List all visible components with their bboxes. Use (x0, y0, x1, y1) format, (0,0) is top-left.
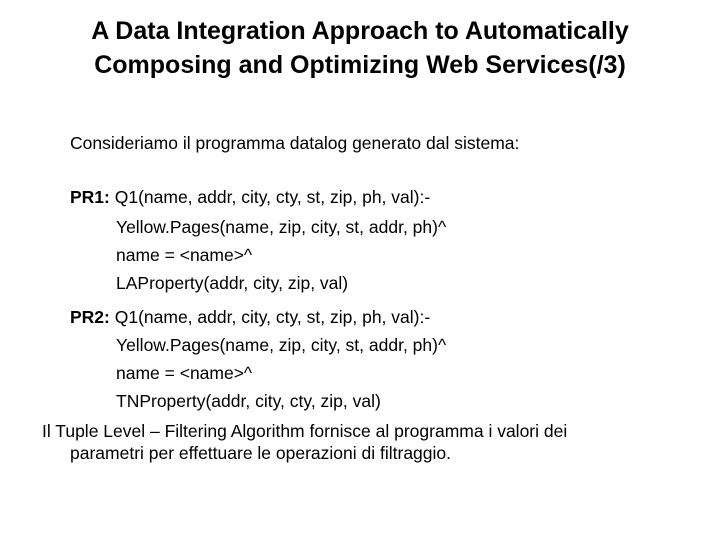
rule-pr1-body-line: Yellow.Pages(name, zip, city, st, addr, ph)^ (116, 217, 447, 237)
rule-pr1-body-line: LAProperty(addr, city, zip, val) (116, 273, 349, 293)
rule-pr2-body-line: Yellow.Pages(name, zip, city, st, addr, ph)^ (116, 335, 447, 355)
rule-pr2-body-line: TNProperty(addr, city, cty, zip, val) (116, 391, 381, 411)
rule-pr1-head-text: Q1(name, addr, city, cty, st, zip, ph, val):- (109, 187, 431, 207)
rule-pr1-head (70, 186, 430, 208)
rule-pr2-head-text: Q1(name, addr, city, cty, st, zip, ph, val):- (109, 307, 431, 327)
title-line-1: A Data Integration Approach to Automatically (91, 17, 629, 45)
slide-title (0, 14, 720, 82)
rule-pr2-body-line: name = <name>^ (116, 363, 253, 383)
rule-pr2-label: PR2: (70, 307, 110, 327)
outro-line-1: Il Tuple Level – Filtering Algorithm fornisce al programma i valori dei (42, 421, 568, 441)
intro-text: Consideriamo il programma datalog generato dal sistema: (70, 133, 520, 153)
rule-pr2-head (70, 306, 430, 328)
outro-line-2: parametri per effettuare le operazioni di filtraggio. (70, 443, 452, 463)
outro-paragraph (42, 420, 682, 464)
title-line-2: Composing and Optimizing Web Services(/3) (94, 51, 626, 79)
rule-pr1-body-line: name = <name>^ (116, 245, 253, 265)
rule-pr1-label: PR1: (70, 187, 110, 207)
